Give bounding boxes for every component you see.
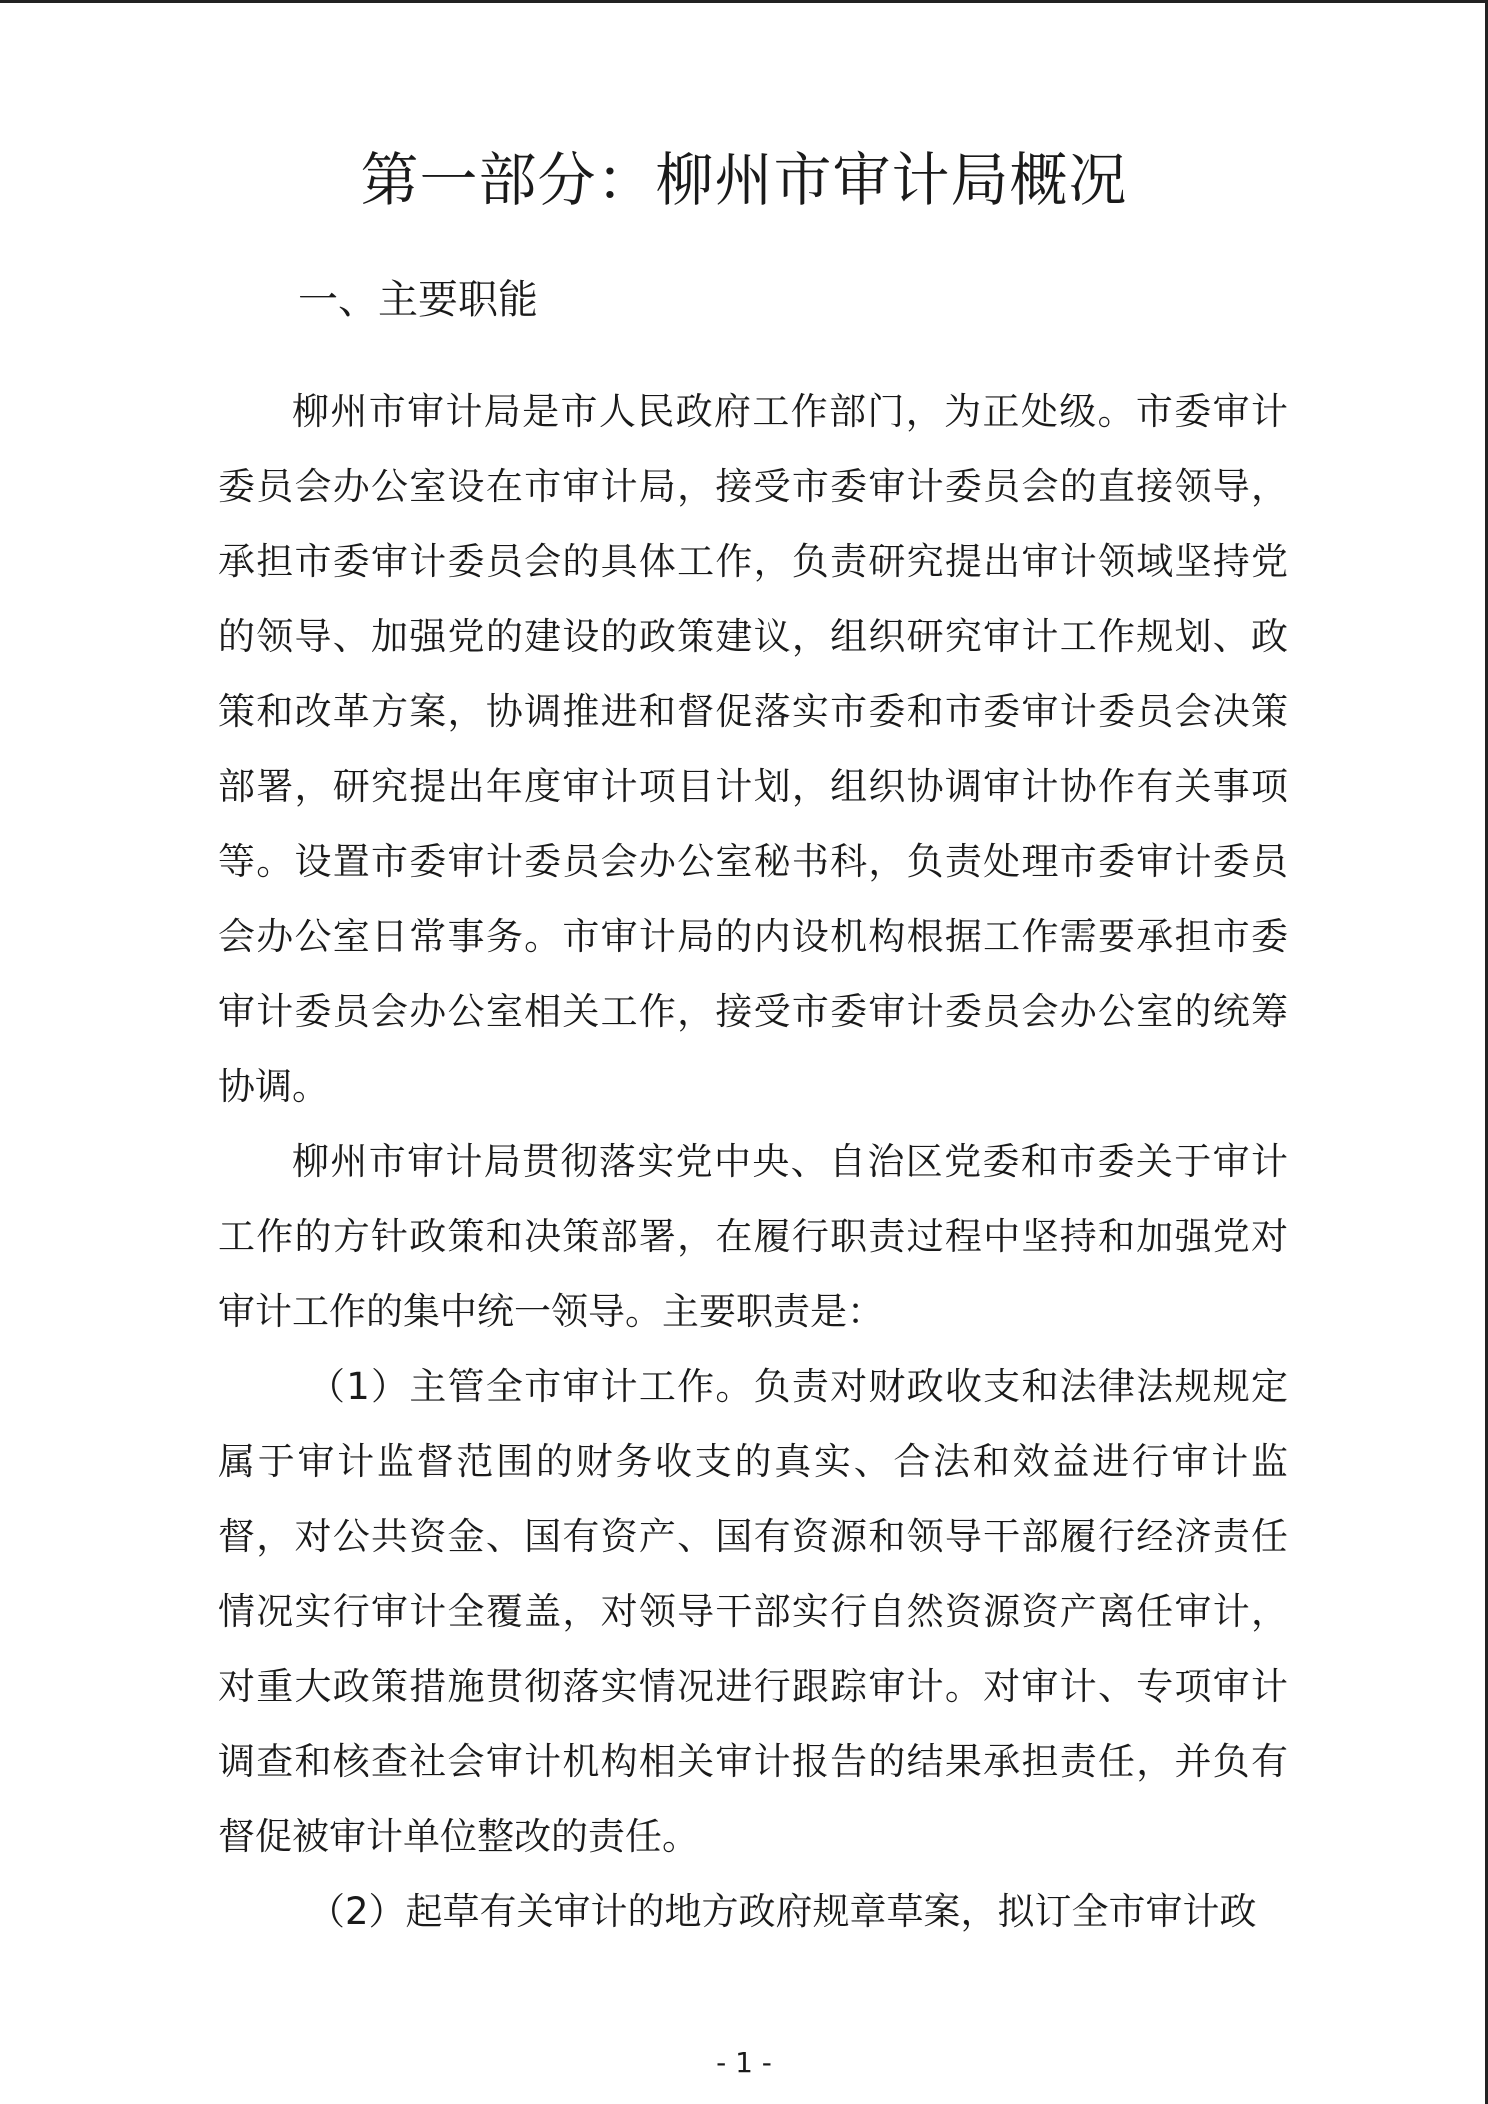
page-border-top	[0, 0, 1488, 3]
paragraph-duty-2: （2）起草有关审计的地方政府规章草案，拟订全市审计政	[308, 1890, 1257, 1933]
section-heading: 一、主要职能	[298, 277, 538, 323]
document-title: 第一部分：柳州市审计局概况	[360, 146, 1128, 214]
page-number: - 1 -	[716, 2046, 772, 2079]
paragraph-duties-intro: 柳州市审计局贯彻落实党中央、自治区党委和市委关于审计工作的方针政策和决策部署，在履行职责过程中坚持和加强党对审计工作的集中统一领导。主要职责是：	[218, 1140, 1288, 1333]
paragraph-duty-1: （1）主管全市审计工作。负责对财政收支和法律法规规定属于审计监督范围的财务收支的真实、合法和效益进行审计监督，对公共资金、国有资产、国有资源和领导干部履行经济责任情况实行审计全覆盖，对领导干部实行自然资源资产离任审计，对重大政策措施贯彻落实情况进行跟踪审计。对审计、专项审计调查和核查社会审计机构相关审计报告的结果承担责任，并负有督促被审计单位整改的责任。	[218, 1365, 1288, 1858]
document-body	[218, 374, 1288, 1949]
paragraph-overview: 柳州市审计局是市人民政府工作部门，为正处级。市委审计委员会办公室设在市审计局，接受市委审计委员会的直接领导，承担市委审计委员会的具体工作，负责研究提出审计领域坚持党的领导、加强党的建设的政策建议，组织研究审计工作规划、政策和改革方案，协调推进和督促落实市委和市委审计委员会决策部署，研究提出年度审计项目计划，组织协调审计协作有关事项等。设置市委审计委员会办公室秘书科，负责处理市委审计委员会办公室日常事务。市审计局的内设机构根据工作需要承担市委审计委员会办公室相关工作，接受市委审计委员会办公室的统筹协调。	[218, 390, 1288, 1108]
